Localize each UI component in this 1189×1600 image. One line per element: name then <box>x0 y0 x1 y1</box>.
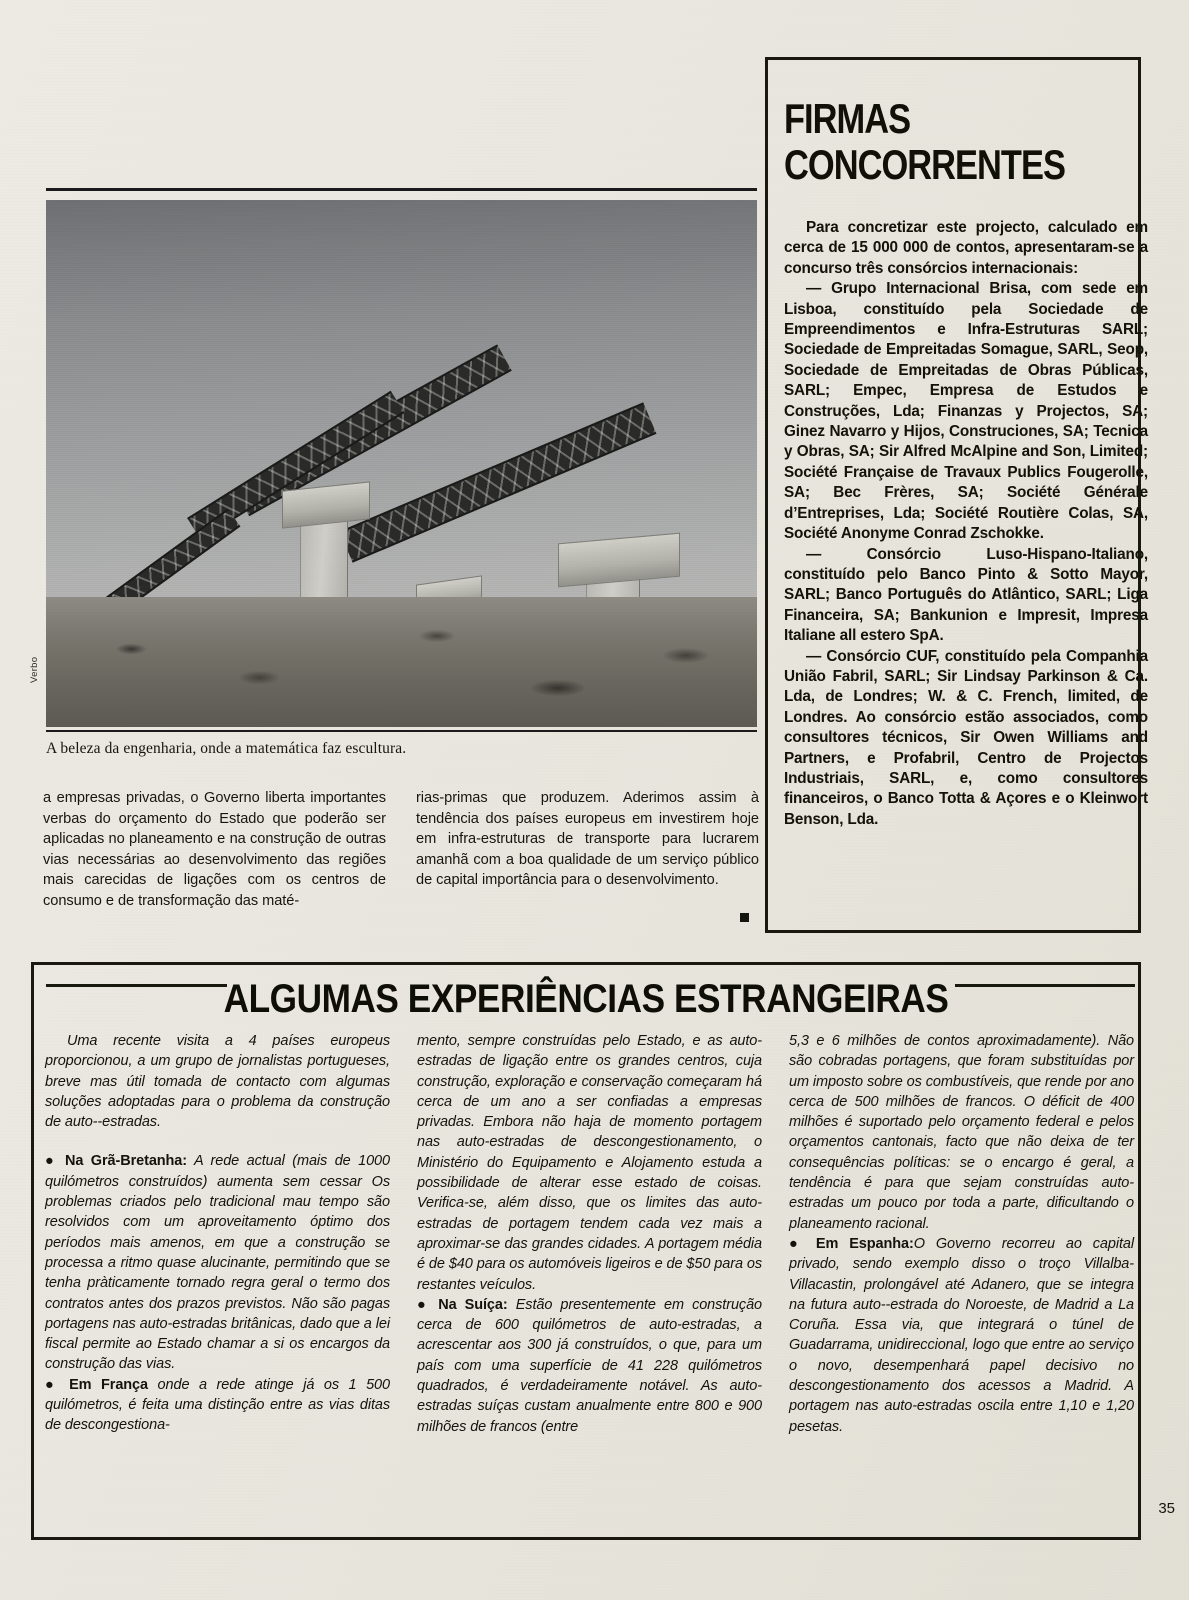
sidebar-paragraph: Para concretizar este projecto, calculado em cerca de 15 000 000 de contos, apresentaram-se a concurso três consórcios internacionais: <box>784 219 1148 277</box>
country-text-spain: O Governo recorreu ao capital privado, sendo exemplo disso o troço Villalba-Villacastin, prolongável até Adanero, que se integra na futura auto--estrada do Noroeste, de Madrid a La Coruña. Essa via, que integrará o túnel de Guadarrama, unidireccional, logo que entre ao serviço o novo, desempenhará papel decisivo no descongestionamento dos acessos a Madrid. A portagem nas auto-estradas oscila entre 1,10 e 1,20 pesetas. <box>789 1235 1134 1435</box>
bullet-marker: ● <box>45 1153 65 1170</box>
end-of-article-mark <box>740 913 749 922</box>
photo-top-rule <box>46 188 757 191</box>
country-item-britain <box>45 1151 390 1374</box>
article-body-column-right: rias-primas que produzem. Aderimos assim à tendência dos países europeus em investirem hoje em infra-estruturas de transporte para lucrarem amanhã com a boa qualidade de um serviço público de capital importância para o desenvolvimento. <box>416 790 759 888</box>
country-lead-switzerland: Na Suíça: <box>438 1296 508 1313</box>
construction-photo <box>46 200 757 727</box>
bottom-section-title: ALGUMAS EXPERIÊNCIAS ESTRANGEIRAS <box>223 977 949 1021</box>
sidebar-paragraph: — Consórcio CUF, constituído pela Companhia União Fabril, SARL; Sir Lindsay Parkinson & Ca. Lda, de Londres; W. & C. French, limited, de Londres. Ao consórcio estão associados, como consultores técnicos, Sir Owen Williams and Partners, e Profabril, Centro de Projectos Industriais, SARL, e, como consultores financeiros, o Banco Totta & Açores e o Kleinwort Benson, Lda. <box>784 647 1148 828</box>
bottom-column-a <box>45 1031 390 1436</box>
country-item-france <box>45 1375 390 1436</box>
photo-caption-rule <box>46 730 757 732</box>
sidebar-title-line1: FIRMAS <box>784 95 911 142</box>
photo-credit: Verbo <box>29 656 40 683</box>
intro-paragraph: Uma recente visita a 4 países europeus proporcionou, a um grupo de jornalistas portugueses, breve mas útil tomada de contacto com algumas soluções adoptadas para o problema da construção de auto--estradas. <box>45 1033 390 1131</box>
country-lead-britain: Na Grã-Bretanha: <box>64 1153 187 1170</box>
bottom-column-b <box>417 1031 762 1437</box>
photo-ground <box>46 597 757 727</box>
country-text-switzerland: Estão presentemente em construção cerca de 600 quilómetros de auto-estradas, a acrescentar aos 300 já construídos, o que, para um país com uma superfície de 41 228 quilómetros quadrados, é verdadeiramente notável. As auto-estradas suíças custam anualmente entre 800 e 900 milhões de francos (entre <box>417 1296 762 1435</box>
country-text-britain: A rede actual (mais de 1000 quilómetros construídos) aumenta sem cessar Os problemas criados pelo tradicional mau tempo são resolvidos com um aproveitamento óptimo dos períodos mais amenos, em que a construção se processa a ritmo quase alucinante, permitindo que se tenha pràticamente tornado regra geral o termo dos contratos antes dos prazos previstos. Não são pagas portagens nas auto-estradas britânicas, dado que a lei fiscal permite ao Estado chamar a si os encargos da construção das vias. <box>45 1153 390 1373</box>
bullet-marker: ● <box>417 1296 439 1313</box>
firmas-concorrentes-content <box>784 78 1148 830</box>
article-body-column-left: a empresas privadas, o Governo liberta importantes verbas do orçamento do Estado que poderão ser aplicadas no planeamento e na construção de outras vias necessárias ao desenvolvimento das regiões mais carecidas de ligações com os centros de consumo e de transformação das maté- <box>43 790 386 909</box>
bottom-column-c <box>789 1031 1134 1437</box>
country-item-switzerland <box>417 1295 762 1437</box>
switzerland-continuation: 5,3 e 6 milhões de contos aproximadamente). Não são cobradas portagens, que foram substituídas por um imposto sobre os combustíveis, que rende por ano cerca de 500 milhões de francos. O déficit de 400 milhões é suportado pelo orçamento federal e pelos orçamentos cantonais, facto que não deixa de ter consequências políticas: se o encargo é geral, a tendência é para que sejam construídas auto-estradas um pouco por toda a parte, dificultando o planeamento racional. <box>789 1033 1134 1232</box>
sidebar-title-line2: CONCORRENTES <box>784 141 1065 188</box>
photo-caption: A beleza da engenharia, onde a matemática faz escultura. <box>46 740 407 757</box>
sidebar-paragraph: — Grupo Internacional Brisa, com sede em Lisboa, constituído pela Sociedade de Empreendimentos e Infra-Estruturas SARL; Sociedade de Empreitadas Somague, SARL, Seop, Sociedade de Empreitadas de Obras Públicas, SARL; Empec, Empresa de Estudos e Construções, Lda; Finanzas y Projectos, SA; Ginez Navarro y Hijos, Construciones, SA; Tecnica y Obras, SA; Sir Alfred McAlpine and Son, Limited; Société Française de Travaux Publics Fougerolle, SA; Bec Frères, SA; Société Générale d’Entreprises, Lda; Société Routière Colas, SA, Société Anonyme Conrad Zschokke. <box>784 280 1148 543</box>
country-item-spain <box>789 1234 1134 1437</box>
sidebar-title <box>784 95 1065 188</box>
sidebar-paragraph: — Consórcio Luso-Hispano-Italiano, constituído pelo Banco Pinto & Sotto Mayor, SARL; Banco Português do Atlântico, SARL; Liga Financeira, SA; Bankunion e Impresit, Impresa Italiane all estero SpA. <box>784 545 1148 645</box>
bullet-marker: ● <box>789 1235 816 1252</box>
country-lead-spain: Em Espanha: <box>815 1235 914 1252</box>
france-continuation: mento, sempre construídas pelo Estado, e as auto-estradas de ligação entre os grandes centros, cuja construção, exploração e conservação começaram há cerca de um ano a ser confiadas a empresas privadas. Embora não haja de momento portagem nas auto-estradas de descongestionamento, o Ministério do Equipamento e Alojamento estuda a possibilidade de alterar esse estado de coisas. Verifica-se, além disso, que os limites das auto-estradas de portagem tendem cada vez mais a aproximar-se das grandes cidades. A portagem média é de $40 para os automóveis ligeiros e de $50 para os restantes veículos. <box>417 1033 762 1293</box>
country-text-france: onde a rede atinge já os 1 500 quilómetros, é feita uma distinção entre as vias ditas de descongestiona- <box>45 1376 390 1434</box>
sidebar-body <box>784 218 1148 830</box>
country-lead-france: Em França <box>69 1376 148 1393</box>
page-number: 35 <box>1158 1500 1175 1517</box>
bullet-marker: ● <box>45 1376 70 1393</box>
